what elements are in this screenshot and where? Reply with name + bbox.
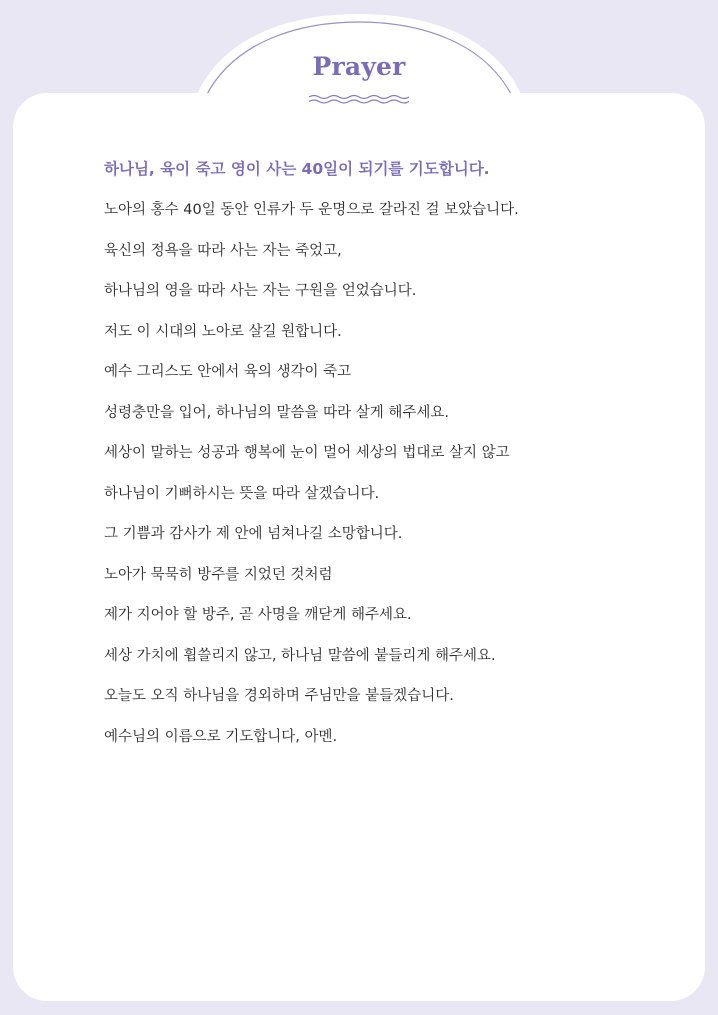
wave-divider-icon [309,94,409,104]
prayer-line: 성령충만을 입어, 하나님의 말씀을 따라 살게 해주세요. [104,404,450,421]
prayer-line: 세상 가치에 휩쓸리지 않고, 하나님 말씀에 붙들리게 해주세요. [104,647,496,664]
prayer-content [104,157,664,765]
prayer-line: 세상이 말하는 성공과 행복에 눈이 멀어 세상의 법대로 살지 않고 [104,445,510,461]
prayer-line: 그 기쁨과 감사가 제 안에 넘쳐나길 소망합니다. [104,526,403,542]
prayer-heading: 하나님, 육이 죽고 영이 사는 40일이 되기를 기도합니다. [104,160,490,178]
prayer-line: 예수님의 이름으로 기도합니다, 아멘. [104,728,338,745]
prayer-line: 저도 이 시대의 노아로 살길 원합니다. [104,323,342,340]
prayer-line: 육신의 정욕을 따라 사는 자는 죽었고, [104,242,342,259]
prayer-line: 노아가 묵묵히 방주를 지었던 것처럼 [104,566,333,583]
prayer-line: 오늘도 오직 하나님을 경외하며 주님만을 붙들겠습니다. [104,688,454,704]
prayer-lines [104,198,664,749]
page-title: Prayer [312,52,406,81]
prayer-line: 제가 지어야 할 방주, 곧 사명을 깨닫게 해주세요. [104,607,412,623]
prayer-line: 노아의 홍수 40일 동안 인류가 두 운명으로 갈라진 걸 보았습니다. [104,202,519,218]
prayer-line: 하나님이 기뻐하시는 뜻을 따라 살겠습니다. [104,485,380,502]
prayer-line: 하나님의 영을 따라 사는 자는 구원을 얻었습니다. [104,283,417,299]
prayer-line: 예수 그리스도 안에서 육의 생각이 죽고 [104,364,352,380]
